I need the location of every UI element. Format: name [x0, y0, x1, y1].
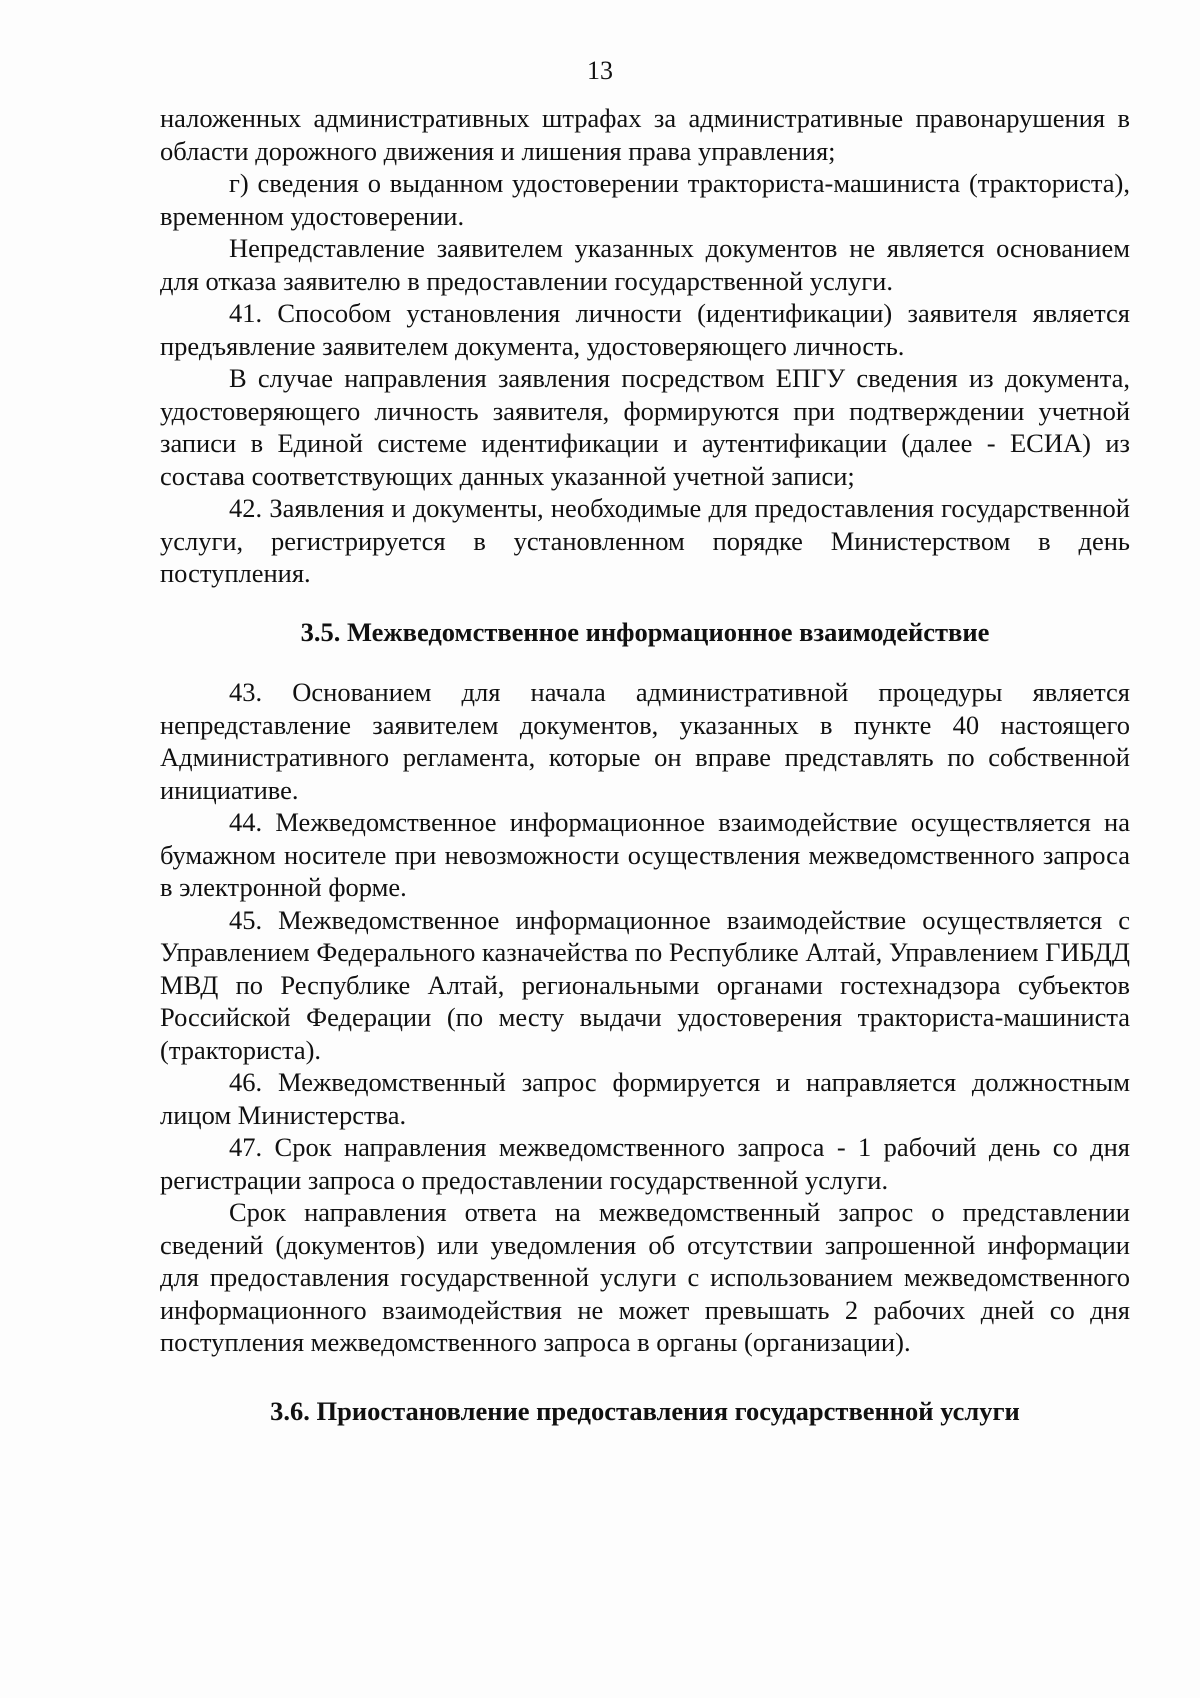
paragraph-43: 43. Основанием для начала административной процедуры является непредставление заявителем документов, указанных в пункте 40 настоящего Административного регламента, которые он вправе представлять по собственной инициативе. — [160, 677, 1130, 805]
page-number: 13 — [587, 56, 613, 85]
section-heading-3-6: 3.6. Приостановление предоставления государственной услуги — [270, 1395, 1020, 1426]
section-heading-3-5: 3.5. Межведомственное информационное взаимодействие — [300, 616, 990, 647]
paragraph-46: 46. Межведомственный запрос формируется и направляется должностным лицом Министерства. — [160, 1067, 1130, 1130]
paragraph-47: 47. Срок направления межведомственного запроса - 1 рабочий день со дня регистрации запроса о предоставлении государственной услуги. — [160, 1132, 1130, 1195]
paragraph-44: 44. Межведомственное информационное взаимодействие осуществляется на бумажном носителе при невозможности осуществления межведомственного запроса в электронной форме. — [160, 807, 1130, 902]
document-body — [160, 102, 1130, 1455]
paragraph-45: 45. Межведомственное информационное взаимодействие осуществляется с Управлением Федерального казначейства по Республике Алтай, Управлением ГИБДД МВД по Республике Алтай, региональными органами гостехнадзора субъектов Российской Федерации (по месту выдачи удостоверения тракториста-машиниста (тракториста). — [160, 904, 1130, 1065]
paragraph-epgu-case: В случае направления заявления посредством ЕПГУ сведения из документа, удостоверяющего личность заявителя, формируются при подтверждении учетной записи в Единой системе идентификации и аутентификации (далее - ЕСИА) из состава соответствующих данных указанной учетной записи; — [160, 363, 1130, 491]
paragraph-42: 42. Заявления и документы, необходимые для предоставления государственной услуги, регистрируется в установленном порядке Министерством в день поступления. — [160, 493, 1130, 588]
paragraph-response-deadline: Срок направления ответа на межведомственный запрос о представлении сведений (документов) или уведомления об отсутствии запрошенной информации для предоставления государственной услуги с использованием межведомственного информационного взаимодействия не может превышать 2 рабочих дней со дня поступления межведомственного запроса в органы (организации). — [160, 1197, 1130, 1357]
paragraph-continuation: наложенных административных штрафах за административные правонарушения в области дорожного движения и лишения права управления; — [160, 103, 1130, 166]
paragraph-41: 41. Способом установления личности (идентификации) заявителя является предъявление заявителем документа, удостоверяющего личность. — [160, 298, 1130, 361]
paragraph-non-submission: Непредставление заявителем указанных документов не является основанием для отказа заявителю в предоставлении государственной услуги. — [160, 233, 1130, 296]
paragraph-item-g: г) сведения о выданном удостоверении тракториста-машиниста (тракториста), временном удостоверении. — [160, 168, 1130, 231]
